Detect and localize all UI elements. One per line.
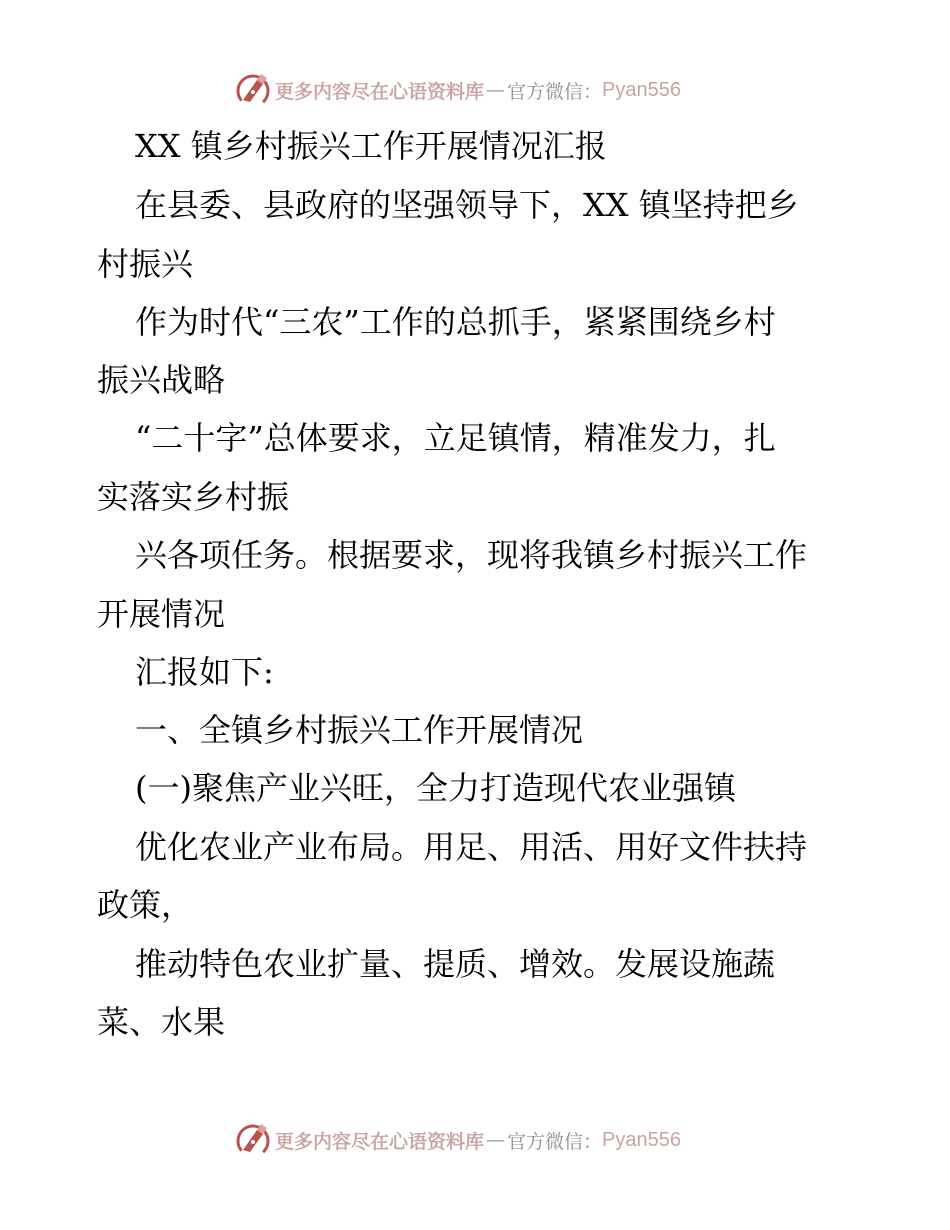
document-line: 兴各项任务。根据要求，现将我镇乡村振兴工作	[135, 536, 808, 574]
document-title: XX 镇乡村振兴工作开展情况汇报	[135, 127, 607, 165]
pen-nib-logo-icon	[233, 70, 273, 110]
banner-slogan: 更多内容尽在心语资料库	[275, 1130, 485, 1153]
document-line: 推动特色农业扩量、提质、增效。发展设施蔬	[135, 945, 776, 983]
banner-slogan: 更多内容尽在心语资料库	[275, 80, 485, 103]
document-line: 汇报如下:	[135, 653, 274, 691]
banner-wechat-label: 官方微信：	[507, 80, 603, 103]
banner-wechat-label: 官方微信：	[507, 1130, 603, 1153]
footer-watermark-banner	[233, 1120, 681, 1160]
subsection-heading: (一)聚焦产业兴旺，全力打造现代农业强镇	[135, 769, 736, 807]
document-line: 振兴战略	[97, 361, 226, 399]
banner-wechat-id: Pyan556	[602, 78, 681, 101]
document-line: 在县委、县政府的坚强领导下，XX 镇坚持把乡	[135, 186, 799, 224]
document-line: “二十字”总体要求，立足镇情，精准发力，扎	[135, 419, 776, 457]
banner-separator: —	[486, 1129, 506, 1151]
section-heading: 一、全镇乡村振兴工作开展情况	[135, 711, 584, 749]
banner-wechat-id: Pyan556	[602, 1128, 681, 1151]
document-line: 作为时代“三农”工作的总抓手，紧紧围绕乡村	[135, 303, 776, 341]
document-line: 政策，	[97, 886, 194, 924]
document-line: 实落实乡村振	[97, 478, 290, 516]
document-line: 开展情况	[97, 595, 226, 633]
header-watermark-banner	[233, 70, 681, 110]
document-line: 优化农业产业布局。用足、用活、用好文件扶持	[135, 828, 808, 866]
pen-nib-logo-icon	[233, 1120, 273, 1160]
document-line: 村振兴	[97, 245, 194, 283]
banner-separator: —	[486, 79, 506, 101]
document-line: 菜、水果	[97, 1003, 226, 1041]
